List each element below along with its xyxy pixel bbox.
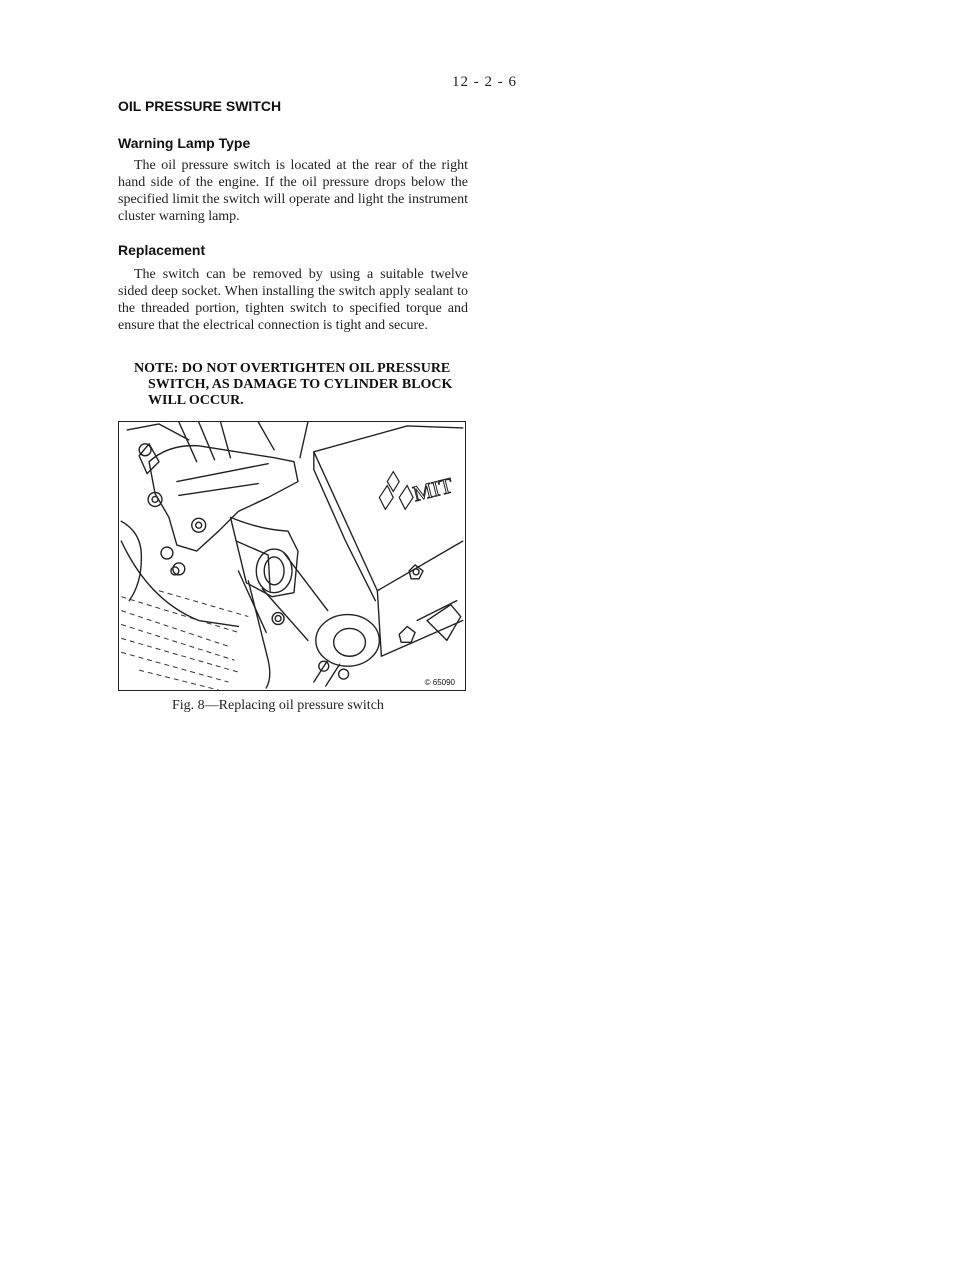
figure-code: © 65090 [424,678,455,687]
oil-pressure-switch-figure [118,421,466,691]
section-title: OIL PRESSURE SWITCH [118,98,282,114]
overtighten-note: NOTE: DO NOT OVERTIGHTEN OIL PRESSURE SWITCH, AS DAMAGE TO CYLINDER BLOCK WILL OCCUR. [134,361,453,408]
warning-lamp-paragraph: The oil pressure switch is located at the rear of the right hand side of the engine. If the oil pressure drops below the specified limit the switch will operate and light the instrument cluster warning lamp. [118,158,468,224]
warning-lamp-heading: Warning Lamp Type [118,135,251,151]
replacement-paragraph: The switch can be removed by using a suitable twelve sided deep socket. When installing the switch apply sealant to the threaded portion, tighten switch to specified torque and ensure that the electrical connection is tight and secure. [118,267,468,333]
replacement-heading: Replacement [118,242,206,258]
page-number: 12 - 2 - 6 [452,74,517,90]
engine-logo-text: MIT [410,473,456,507]
engine-illustration [119,422,465,690]
figure-caption: Fig. 8—Replacing oil pressure switch [172,698,384,713]
